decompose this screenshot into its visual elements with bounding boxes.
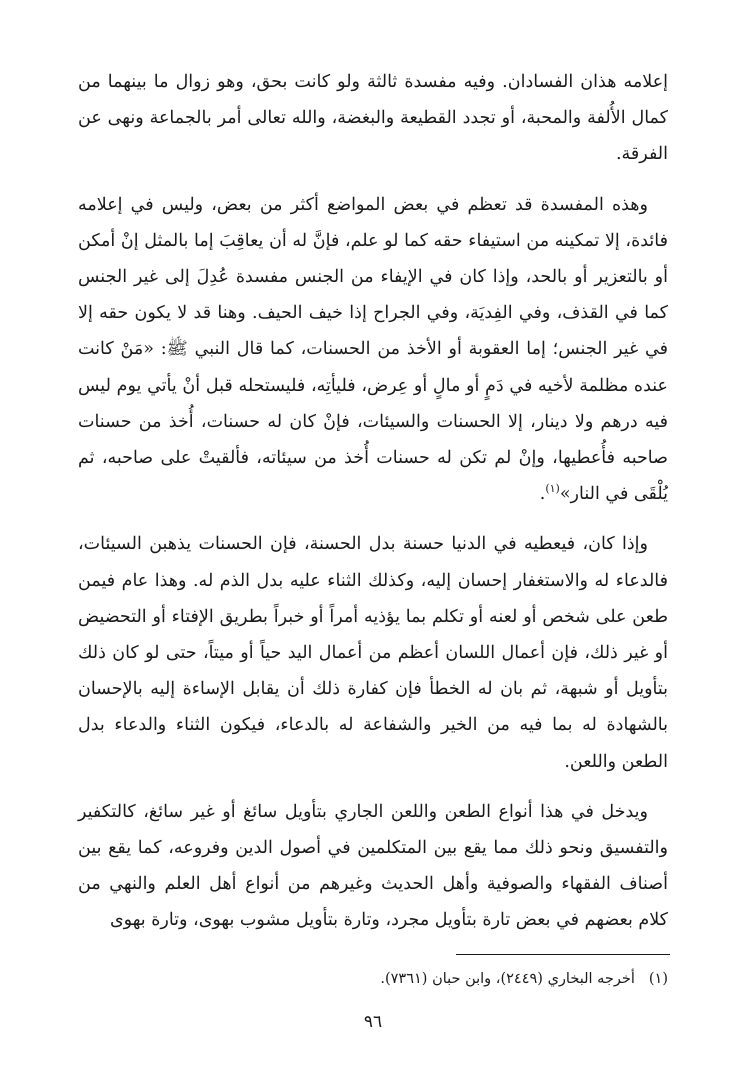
paragraph-1 (78, 64, 668, 173)
paragraph-1-text: إعلامه هذان الفسادان. وفيه مفسدة ثالثة ولو كانت بحق، وهو زوال ما بينهما من كمال الأُلفة والمحبة، أو تجدد القطيعة والبغضة، والله تعالى أمر بالجماعة ونهى عن الفرقة. (78, 72, 668, 165)
footnote-reference[interactable]: (١) (545, 482, 560, 496)
paragraph-2-text: وهذه المفسدة قد تعظم في بعض المواضع أكثر من بعض، وليس في إعلامه فائدة، إلا تمكينه من استيفاء حقه كما لو علم، فإنَّ له أن يعاقِبَ إما بالمثل إنْ أمكن أو بالتعزير أو بالحد، وإذا كان في الإيفاء من الجنس مفسدة عُدِلَ إلى غير الجنس كما في القذف، وفي الفِديَة، وفي الجراح إذا خيف الحيف. وهنا قد لا يكون حقه إلا في غير الجنس؛ إما العقوبة أو الأخذ من الحسنات، كما قال النبي ﷺ: «مَنْ كانت عنده مظلمة لأخيه في دَمٍ أو مالٍ أو عِرض، فليأتِه، فليستحله قبل أنْ يأتي يوم ليس فيه درهم ولا دينار، إلا الحسنات والسيئات، فإنْ كان له حسنات، أُخذ من حسنات صاحبه فأُعطيها، وإنْ لم تكن له حسنات أُخذ من سيئاته، فألقيتْ على صاحبه، ثم يُلْقَى في النار» (78, 194, 668, 505)
paragraph-4 (78, 794, 668, 939)
footnote (78, 966, 668, 992)
page-body (78, 64, 668, 953)
footnote-text: أخرجه البخاري (٢٤٤٩)، وابن حبان (٧٣٦١). (380, 971, 635, 987)
paragraph-3 (78, 526, 668, 779)
paragraph-4-text: ويدخل في هذا أنواع الطعن واللعن الجاري بتأويل سائغ أو غير سائغ، كالتكفير والتفسيق ونحو ذلك مما يقع بين المتكلمين في أصول الدين وفروعه، كما يقع بين أصناف الفقهاء والصوفية وأهل الحديث وغيرهم من أنواع أهل العلم والنهي من كلام بعضهم في بعض تارة بتأويل مجرد، وتارة بتأويل مشوب بهوى، وتارة بهوى (78, 801, 668, 931)
paragraph-3-text: وإذا كان، فيعطيه في الدنيا حسنة بدل الحسنة، فإن الحسنات يذهبن السيئات، فالدعاء له والاستغفار إحسان إليه، وكذلك الثناء عليه بدل الذم له. وهذا عام فيمن طعن على شخص أو لعنه أو تكلم بما يؤذيه أمراً أو خبراً بطريق الإفتاء أو التحضيض أو غير ذلك، فإن أعمال اللسان أعظم من أعمال اليد حياً أو ميتاً، حتى لو كان ذلك بتأويل أو شبهة، ثم بان له الخطأ فإن كفارة ذلك أن يقابل الإساءة إليه بالإحسان بالشهادة له بما فيه من الخير والشفاعة له بالدعاء، فيكون الثناء والدعاء بدل الطعن واللعن. (78, 534, 668, 772)
paragraph-2-tail: . (539, 484, 546, 505)
page-number: ٩٦ (363, 1012, 383, 1032)
footnote-divider (456, 954, 670, 955)
footnote-number: (١) (648, 971, 668, 987)
paragraph-2 (78, 187, 668, 513)
